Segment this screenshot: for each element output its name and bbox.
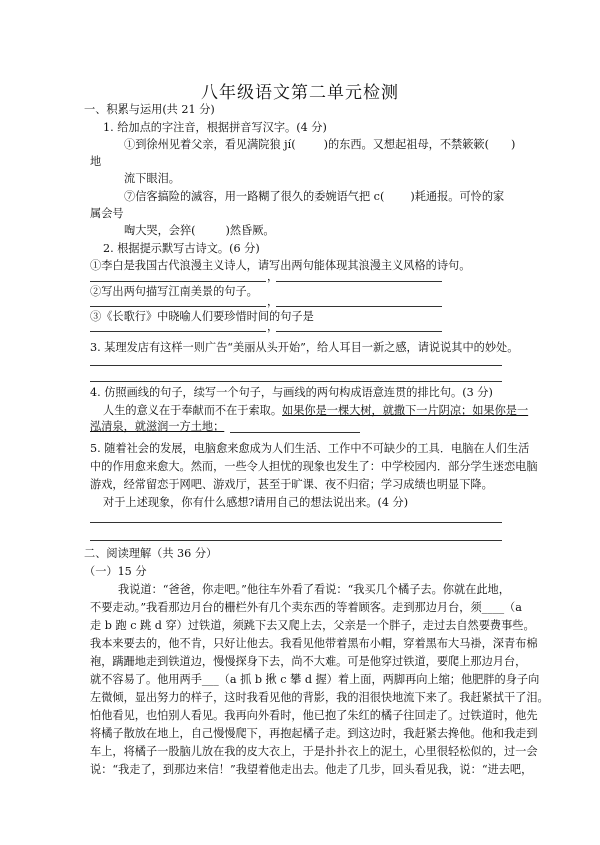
reading-line: 就不容易了。他用两手___（a 抓 b 揪 c 攀 d 握）着上面，两脚再向上缩；他肥胖的身子向 xyxy=(90,673,540,686)
reading-line: 袍，蹒跚地走到铁道边，慢慢探身下去，尚不大难。可是他穿过铁道，要爬上那边月台， xyxy=(90,655,527,668)
q1-item1-part-e: 流下眼泪。 xyxy=(124,172,180,185)
reading-line: 将橘子散放在地上，自己慢慢爬下，再抱起橘子走。到这边时，我赶紧去搀他。他和我走到 xyxy=(90,727,538,740)
q2-part-1: ①李白是我国古代浪漫主义诗人，请写出两句能体现其浪漫主义风格的诗句。 xyxy=(90,259,471,272)
q4-text-a: 人生的意义在于奉献而不在于索取。 xyxy=(103,404,283,417)
q2-part-3: ③《长歌行》中晓喻人们要珍惜时间的句子是 xyxy=(90,310,314,323)
q5-line-2: 中的作用愈来愈大。然而，一些令人担忧的现象也发生了：中学校园内．部分学生迷恋电脑 xyxy=(90,460,538,473)
q2-answer-line-1b[interactable] xyxy=(276,281,442,282)
q2-prompt: 2. 根据提示默写古诗文。(6 分) xyxy=(103,242,260,255)
q3-answer-line-1[interactable] xyxy=(90,365,502,366)
section-2-sub: （一）15 分 xyxy=(84,565,147,578)
q1-item2-part-e: )然昏厥。 xyxy=(225,224,275,237)
q4-prompt: 4. 仿照画线的句子，续写一个句子，与画线的两句构成语意连贯的排比句。(3 分) xyxy=(90,386,493,399)
q4-text-line1 xyxy=(103,404,528,418)
q1-item1-line1 xyxy=(124,138,515,152)
q4-text-b: 如果你是一棵大树，就撒下一片阴凉；如果你是一 xyxy=(282,404,529,417)
q5-answer-line-2[interactable] xyxy=(90,540,502,541)
q5-line-4: 对于上述现象，你有什么感想?请用自己的想法说出来。(4 分) xyxy=(103,496,409,509)
q1-item1-part-a: ①到徐州见着父亲，看见满院狼 jí( xyxy=(124,138,296,151)
q1-item2-part-d: 啕大哭，会猝( xyxy=(124,224,196,237)
page-title: 八年级语文第二单元检测 xyxy=(201,83,399,103)
q2-answer-line-1a[interactable] xyxy=(90,281,266,282)
q4-answer-line[interactable] xyxy=(230,432,360,433)
reading-line: 说：“我走了，到那边来信！”我望着他走出去。他走了几步，回头看见我，说：“进去吧， xyxy=(90,763,533,776)
section-2-heading: 二、阅读理解（共 36 分） xyxy=(84,547,218,560)
q2-answer-line-2b[interactable] xyxy=(276,306,442,307)
q3-prompt: 3. 某理发店有这样一则广告“美丽从头开始”，给人耳目一新之感，请说说其中的妙处。 xyxy=(90,341,519,354)
q3-answer-line-2[interactable] xyxy=(90,381,502,382)
reading-line: 走 b 跑 c 跳 d 穿）过铁道，须跳下去又爬上去，父亲是一个胖子，走过去自然要费事些。 xyxy=(90,619,535,632)
q1-item2-line3 xyxy=(124,224,275,238)
q1-item2-part-c: 属会号 xyxy=(90,207,124,220)
q5-answer-line-1[interactable] xyxy=(90,522,502,523)
q5-line-3: 游戏，经常留恋于网吧、游戏厅，甚至于旷课、夜不归宿；学习成绩也明显下降。 xyxy=(90,478,493,491)
q1-item2-part-b: )耗通报。可怜的家 xyxy=(410,190,505,203)
reading-line: 左微倾，显出努力的样子，这时我看见他的背影，我的泪很快地流下来了。我赶紧拭干了泪。 xyxy=(90,691,549,704)
reading-line: 我说道：“爸爸，你走吧。”他往车外看了看说：“我买几个橘子去。你就在此地， xyxy=(118,583,510,596)
q2-part-2: ②写出两句描写江南美景的句子。 xyxy=(90,285,258,298)
q2-comma-2: ， xyxy=(267,295,279,308)
q1-item1-part-b: )的东西。又想起祖母，不禁簌簌( xyxy=(323,138,489,151)
q5-line-1: 5. 随着社会的发展，电脑愈来愈成为人们生活、工作中不可缺少的工具．电脑在人们生活 xyxy=(90,442,530,455)
section-1-heading: 一、积累与运用(共 21 分) xyxy=(84,103,215,116)
q2-answer-line-3b[interactable] xyxy=(276,331,442,332)
q1-item2-part-a: ⑦信客搞险的滅容，用一路糊了很久的委婉语气把 c( xyxy=(124,190,385,203)
q2-comma-1: ， xyxy=(267,270,279,283)
q1-item2-line1 xyxy=(124,190,504,204)
q1-item1-part-d: 地 xyxy=(90,155,102,168)
q2-answer-line-2a[interactable] xyxy=(90,306,266,307)
q1-prompt: 1. 给加点的字注音，根据拼音写汉字。(4 分) xyxy=(103,121,327,134)
reading-line: 我本来要去的，他不肯，只好让他去。我看见他带着黑布小帽，穿着黑布大马褂，深青布棉 xyxy=(90,637,538,650)
q2-comma-3: ， xyxy=(267,320,279,333)
reading-line: 怕他看见，也怕别人看见。我再向外看时，他已抱了朱红的橘子往回走了。过铁道时，他先 xyxy=(90,709,538,722)
q2-answer-line-3a[interactable] xyxy=(90,331,266,332)
q4-text-c: 泓清泉，就滋润一方土地； xyxy=(90,420,225,433)
reading-line: 车上，将橘子一股脑儿放在我的皮大衣上，于是扑扑衣上的泥土，心里很轻松似的，过一会 xyxy=(90,745,538,758)
q1-item1-part-c: ) xyxy=(510,138,516,151)
reading-line: 不要走动。”我看那边月台的栅栏外有几个卖东西的等着顾客。走到那边月台，须____（a xyxy=(90,601,522,614)
